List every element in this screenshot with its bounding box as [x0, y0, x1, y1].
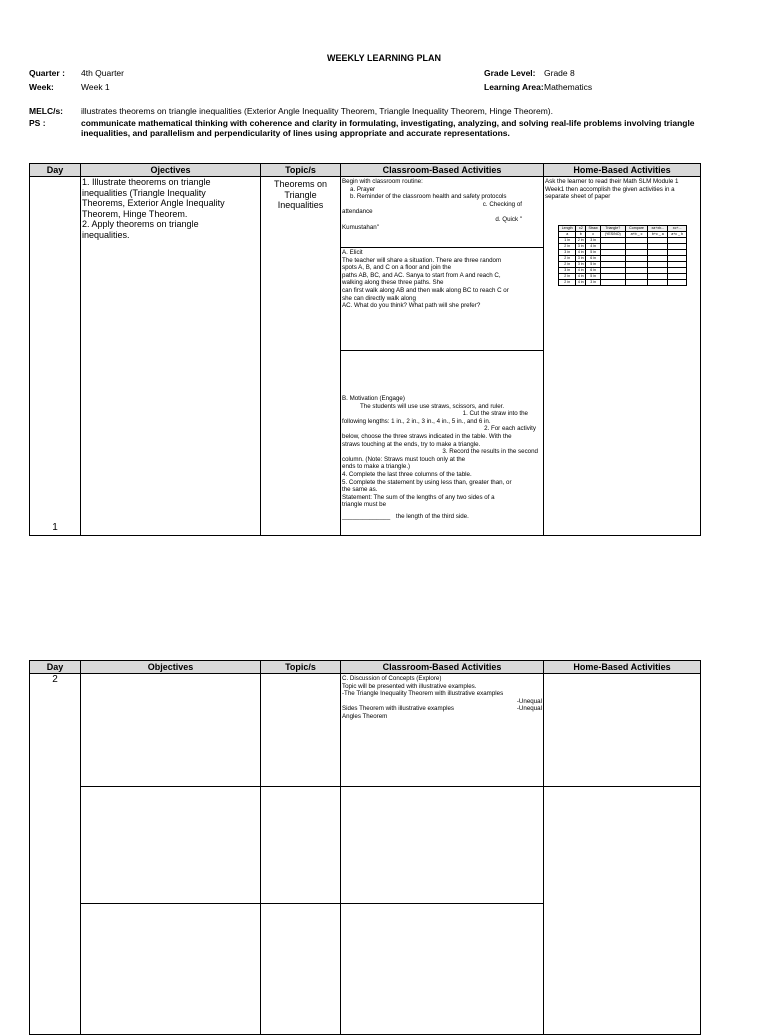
mini-cell: a+c _ b — [668, 231, 687, 237]
discussion-line: -Unequal — [516, 697, 542, 705]
table-header-row — [30, 661, 701, 674]
quarter-value: 4th Quarter — [81, 68, 124, 78]
mini-cell: 5 in — [586, 261, 601, 267]
mini-cell: 3 in — [576, 261, 586, 267]
motivation-line: 3. Record the results in the second — [442, 448, 538, 456]
discussion-text — [341, 674, 543, 721]
col-header-objectives: Ojectives — [81, 164, 261, 177]
learning-area-value: Mathematics — [544, 82, 593, 92]
motivation-line: Statement: The sum of the lengths of any two sides of a — [342, 493, 495, 501]
motivation-statement-line — [342, 513, 542, 521]
mini-cell: 3 in — [586, 279, 601, 285]
elicit-line: spots A, B, and C on a floor and join the — [342, 264, 452, 272]
home-activities-cell — [544, 674, 701, 787]
routine-item-b: b. Reminder of the classroom health and safety protocols — [350, 193, 507, 201]
motivation-title: B. Motivation (Engage) — [342, 395, 405, 402]
discussion-row — [342, 705, 542, 713]
motivation-line: below, choose the three straws indicated in the table. With the — [342, 432, 512, 440]
motivation-line: 2. For each activity — [484, 425, 536, 433]
page-title: WEEKLY LEARNING PLAN — [326, 53, 441, 63]
topic-line: Inequalities — [277, 200, 324, 210]
ps-text — [81, 118, 721, 138]
col-header-day: Day — [30, 164, 81, 177]
routine-attendance: attendance — [342, 208, 373, 216]
day2-plan-table — [29, 660, 701, 1035]
motivation-line: the same as. — [342, 486, 378, 494]
home-activities-cell — [544, 787, 701, 1035]
week-label: Week: — [29, 82, 54, 92]
mini-cell: 3 in — [559, 249, 576, 255]
elicit-line: can first walk along AB and then walk along BC to reach C or — [342, 286, 509, 294]
objective-line: inequalities. — [82, 229, 130, 240]
mini-cell: 3 in — [559, 267, 576, 273]
routine-kumustahan: Kumustahan" — [342, 223, 379, 231]
motivation-line: 4. Complete the last three columns of the table. — [342, 470, 472, 478]
mini-cell: 3 in — [586, 237, 601, 243]
objectives-cell — [81, 674, 261, 787]
objective-line: 2. Apply theorems on triangle — [82, 219, 199, 229]
day-number: 2 — [52, 674, 58, 685]
answer-blank: ______________ — [342, 512, 391, 520]
routine-item-d: d. Quick " — [495, 215, 522, 223]
mini-cell: 3 in — [576, 255, 586, 261]
topic-text — [261, 177, 340, 211]
objective-line: 1. Illustrate theorems on triangle — [82, 177, 211, 187]
table-header-row — [30, 164, 701, 177]
melc-label: MELC/s: — [29, 106, 63, 116]
mini-cell: b+c _ a — [648, 231, 668, 237]
discussion-cell — [341, 674, 544, 787]
col-header-objectives: Objectives — [81, 661, 261, 674]
mini-cell: Straw — [586, 225, 601, 231]
col-header-topics: Topic/s — [261, 661, 341, 674]
topic-line: Triangle — [284, 189, 317, 200]
elicit-line: AC. What do you think? What path will she prefer? — [342, 302, 481, 310]
classroom-cell — [341, 787, 544, 904]
topic-line: Theorems on — [273, 179, 328, 189]
mini-cell: 2 in — [559, 243, 576, 249]
col-header-home: Home-Based Activities — [544, 164, 701, 177]
objectives-cell — [81, 177, 261, 536]
mini-cell: 2 in — [576, 237, 586, 243]
mini-cell — [648, 279, 668, 285]
mini-cell: Triangle? — [600, 225, 625, 231]
mini-cell: 4 in — [586, 243, 601, 249]
ps-line: inequalities, and parallelism and perpendicularity of lines using appropriate and accurate representations. — [81, 128, 510, 138]
routine-item-c: c. Checking of — [482, 200, 522, 208]
objective-line: inequalities (Triangle Inequality — [82, 187, 206, 198]
discussion-line: -Unequal — [516, 705, 542, 713]
routine-text — [341, 177, 543, 231]
motivation-line: the length of the third side. — [395, 512, 469, 520]
mini-table-row — [559, 279, 687, 285]
ps-label: PS : — [29, 118, 46, 128]
mini-cell: 4 in — [576, 273, 586, 279]
discussion-line: -The Triangle Inequality Theorem with illustrative examples — [342, 690, 504, 698]
motivation-line: straws touching at the ends, try to make a triangle. — [342, 440, 481, 448]
mini-cell: 2 in — [559, 255, 576, 261]
day-cell — [30, 674, 81, 1035]
home-line: Ask the learner to read their Math SLM Module 1 — [545, 178, 679, 185]
mini-cell: a+b _ c — [625, 231, 648, 237]
motivation-line: triangle must be — [342, 501, 387, 509]
col-header-topics: Topic/s — [261, 164, 341, 177]
straw-activity-table — [558, 225, 687, 286]
routine-item-a: a. Prayer — [350, 185, 376, 193]
discussion-line: C. Discussion of Concepts (Explore) — [342, 675, 442, 682]
discussion-line: Topic will be presented with illustrative examples. — [342, 682, 477, 690]
home-activities-text — [544, 177, 700, 201]
routine-cell — [341, 177, 544, 248]
col-header-classroom: Classroom-Based Activities — [341, 661, 544, 674]
col-header-classroom: Classroom-Based Activities — [341, 164, 544, 177]
motivation-line: 5. Complete the statement by using less than, greater than, or — [342, 478, 512, 486]
day1-plan-table — [29, 163, 701, 536]
elicit-line: paths AB, BC, and AC. Sanya to start from A and reach C, — [342, 271, 501, 279]
ps-line: communicate mathematical thinking with coherence and clarity in formulating, investigating, analyzing, and solving real-life problems involving triangle — [81, 118, 695, 128]
mini-cell: 5 in — [586, 249, 601, 255]
mini-cell: 3 in — [576, 243, 586, 249]
mini-cell — [625, 279, 648, 285]
melc-text: illustrates theorems on triangle inequalities (Exterior Angle Inequality Theorem, Triangle Inequality Theorem, Hinge Theorem). — [81, 106, 553, 116]
home-line: separate sheet of paper — [545, 193, 611, 201]
objectives-cell — [81, 787, 261, 904]
mini-cell: 4 in — [576, 267, 586, 273]
motivation-line: 1. Cut the straw into the — [462, 410, 528, 418]
topic-cell — [261, 177, 341, 536]
col-header-home: Home-Based Activities — [544, 661, 701, 674]
objectives-cell — [81, 904, 261, 1035]
topic-cell — [261, 674, 341, 787]
topic-cell — [261, 787, 341, 904]
routine-intro: Begin with classroom routine: — [342, 178, 423, 185]
objective-line: Theorems, Exterior Angle Inequality — [82, 198, 225, 208]
day-cell — [30, 177, 81, 536]
elicit-line: The teacher will share a situation. There are three random — [342, 256, 502, 264]
table-row — [30, 787, 701, 904]
day-number: 1 — [52, 522, 58, 533]
motivation-cell — [341, 351, 544, 536]
mini-cell: Length — [559, 225, 576, 231]
mini-cell: 6 in — [586, 267, 601, 273]
mini-cell: Compare — [625, 225, 648, 231]
topic-cell — [261, 904, 341, 1035]
motivation-text — [341, 351, 543, 521]
mini-cell — [668, 279, 687, 285]
home-activities-cell — [544, 177, 701, 536]
table-row — [30, 674, 701, 787]
motivation-line: ends to make a triangle.) — [342, 463, 411, 471]
discussion-line: Sides Theorem with illustrative examples — [342, 705, 454, 713]
elicit-cell — [341, 248, 544, 351]
mini-cell: 6 in — [586, 255, 601, 261]
quarter-label: Quarter : — [29, 68, 65, 78]
grade-level-label: Grade Level: — [484, 68, 536, 78]
week-value: Week 1 — [81, 82, 110, 92]
mini-cell: 2 in — [559, 273, 576, 279]
table-row — [30, 177, 701, 248]
classroom-cell — [341, 904, 544, 1035]
mini-cell: xc+... — [668, 225, 687, 231]
mini-cell: 4 in — [576, 279, 586, 285]
mini-cell: x2 — [576, 225, 586, 231]
elicit-line: walking along these three paths. She — [342, 279, 444, 287]
learning-area-label: Learning Area: — [484, 82, 544, 92]
elicit-text — [341, 248, 543, 310]
mini-cell — [600, 279, 625, 285]
motivation-line: The students will use use straws, scissors, and ruler. — [360, 402, 505, 410]
mini-cell: 2 in — [559, 261, 576, 267]
mini-cell: 4 in — [576, 249, 586, 255]
mini-cell: a — [559, 231, 576, 237]
mini-cell: (YES/NO) — [600, 231, 625, 237]
motivation-line: column. (Note: Straws must touch only at the — [342, 455, 466, 463]
discussion-line: Angles Theorem — [342, 712, 388, 720]
mini-cell: c — [586, 231, 601, 237]
home-line: Week1 then accomplish the given activities in a — [545, 185, 675, 193]
elicit-line: she can directly walk along — [342, 294, 416, 302]
grade-level-value: Grade 8 — [544, 68, 575, 78]
elicit-line: A. Elicit — [342, 249, 363, 256]
mini-cell: 2 in — [559, 279, 576, 285]
mini-cell: 1 in — [559, 237, 576, 243]
mini-cell: 5 in — [586, 273, 601, 279]
objective-line: Theorem, Hinge Theorem. — [82, 208, 188, 219]
motivation-line: following lengths: 1 in., 2 in., 3 in., 4 in., 5 in., and 6 in. — [342, 417, 491, 425]
objectives-text — [81, 177, 260, 240]
col-header-day: Day — [30, 661, 81, 674]
mini-cell: xa+xb... — [648, 225, 668, 231]
mini-cell: b — [576, 231, 586, 237]
